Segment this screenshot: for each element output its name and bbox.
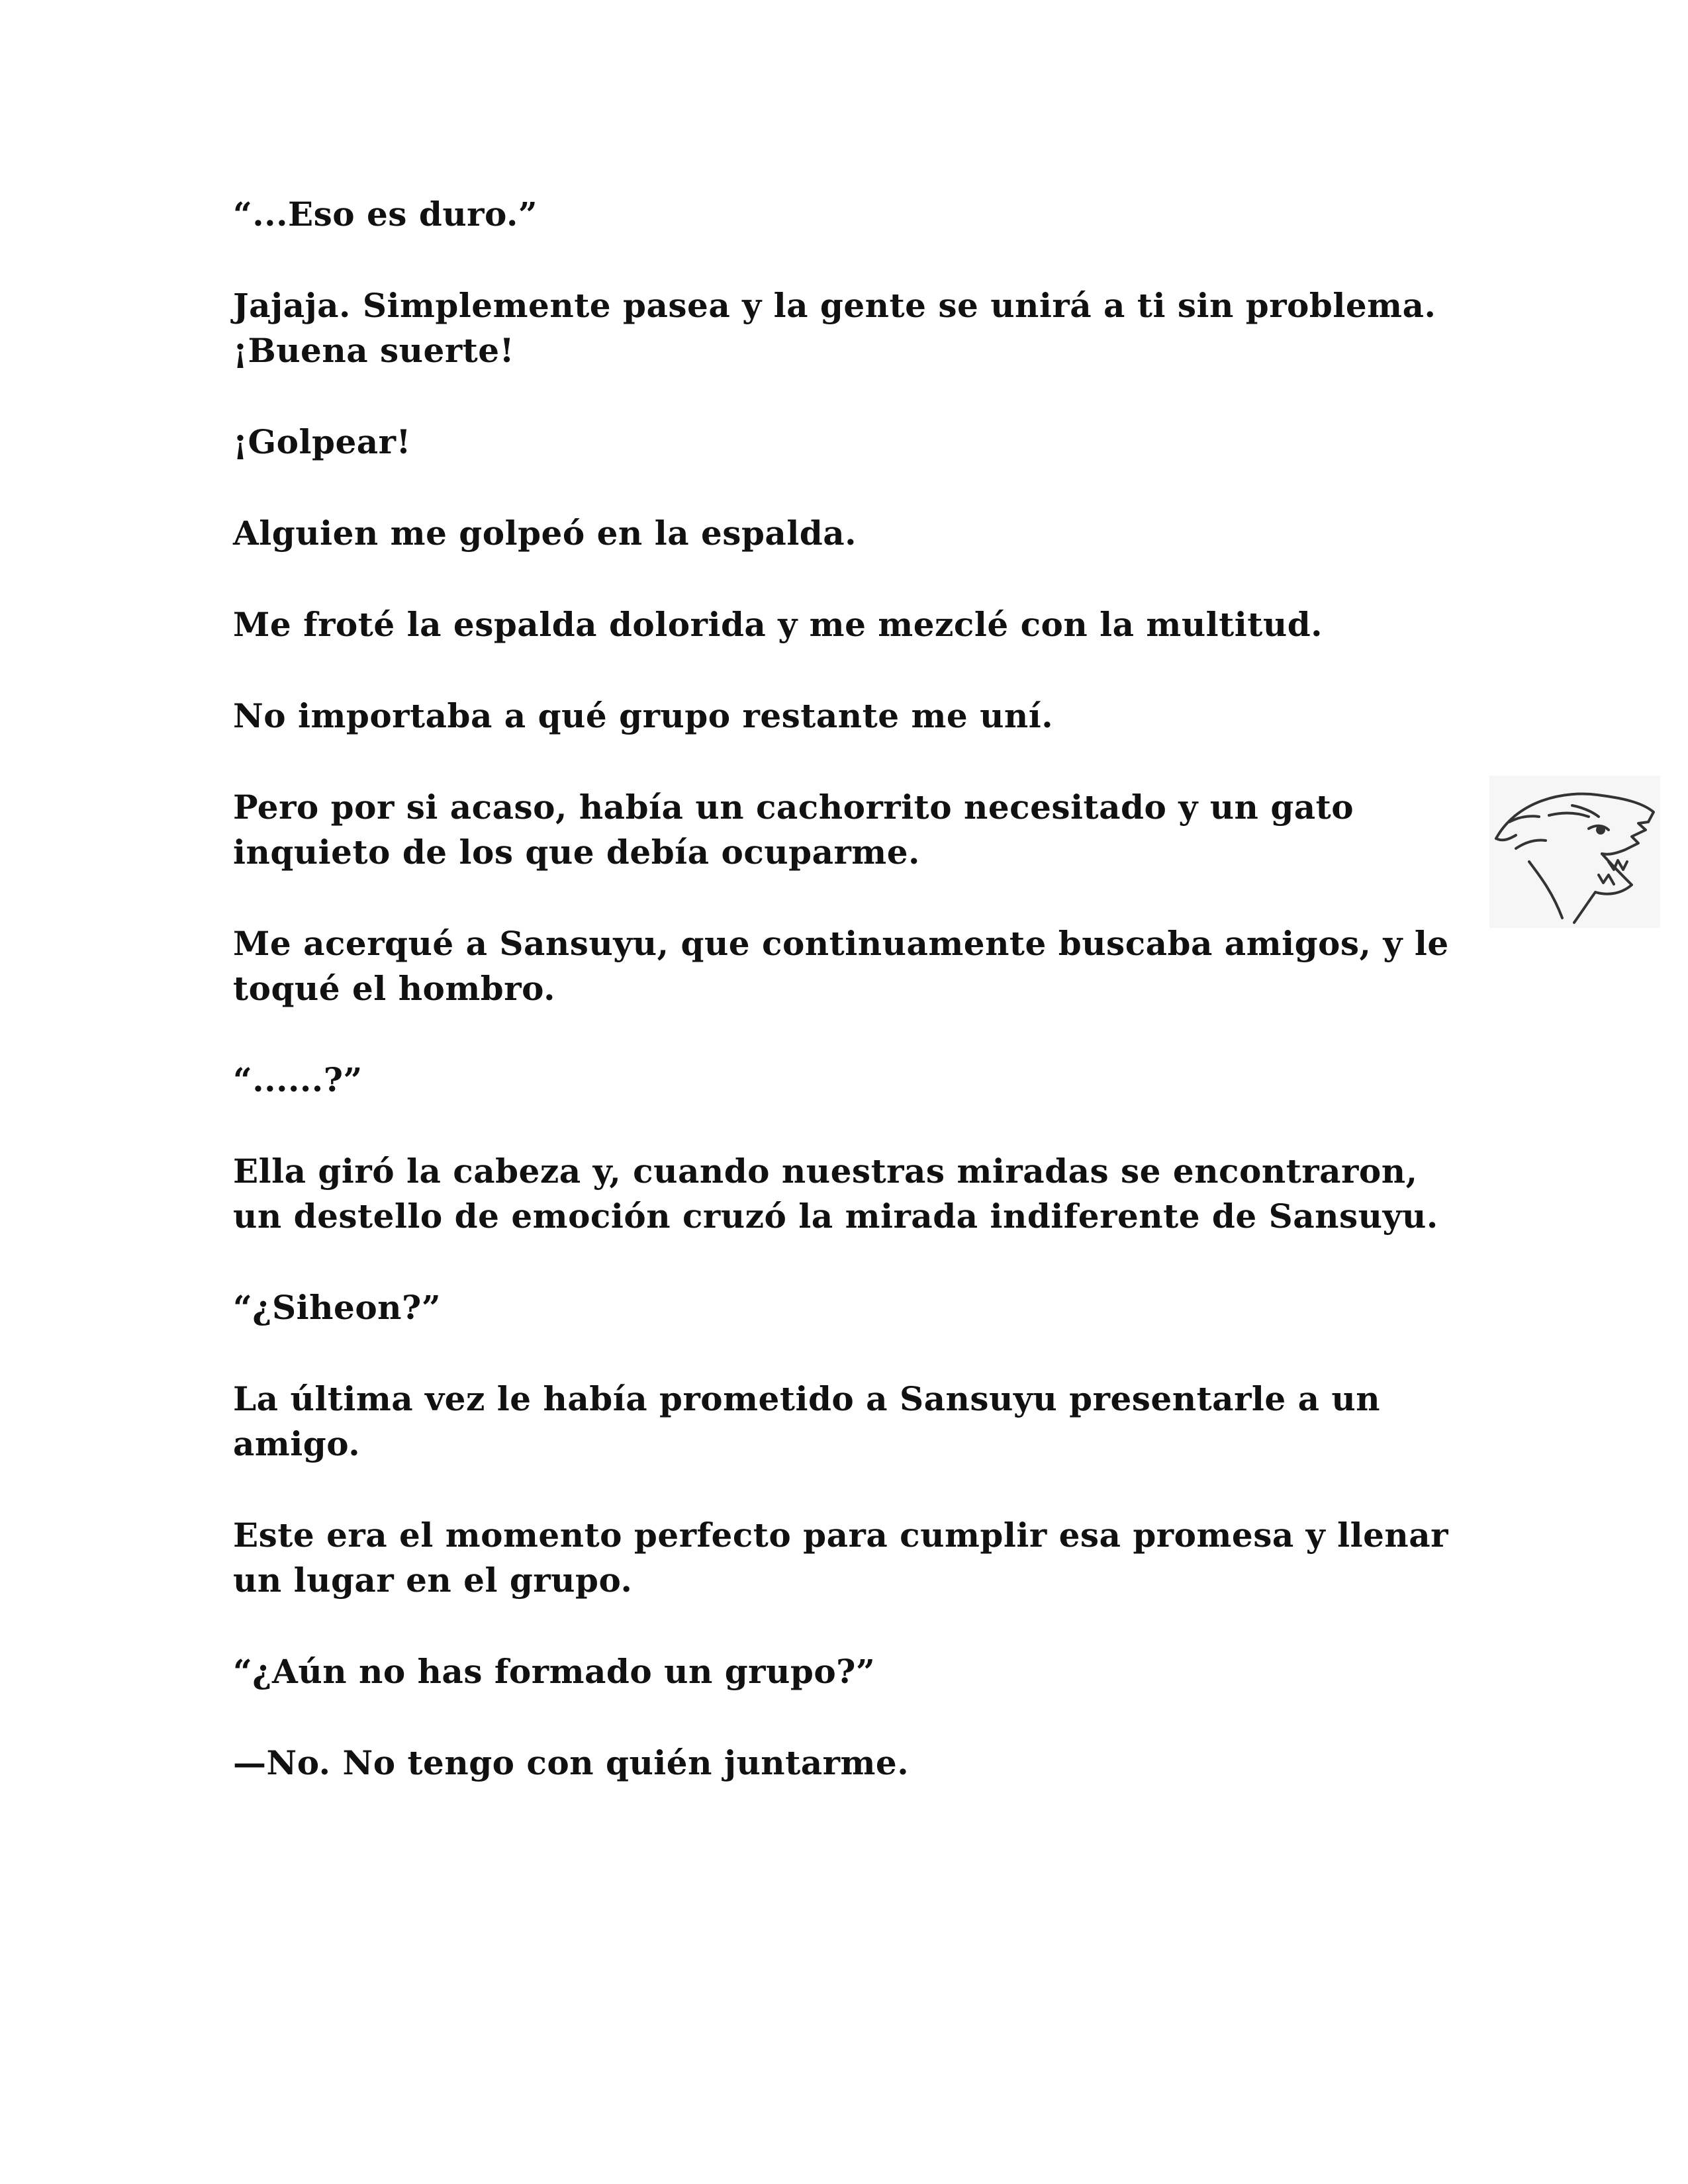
- paragraph: “¿Siheon?”: [233, 1288, 442, 1327]
- paragraph: “......?”: [233, 1060, 363, 1099]
- paragraph: ¡Golpear!: [233, 422, 411, 461]
- paragraph: “¿Aún no has formado un grupo?”: [233, 1652, 876, 1691]
- paragraph: Ella giró la cabeza y, cuando nuestras miradas se encontraron, un destello de emoción cruzó la mirada indiferente de Sansuyu.: [233, 1152, 1438, 1236]
- paragraph: Pero por si acaso, había un cachorrito necesitado y un gato inquieto de los que debía ocuparme.: [233, 788, 1354, 872]
- paragraph: No importaba a qué grupo restante me uní.: [233, 696, 1054, 735]
- paragraph: La última vez le había prometido a Sansuyu presentarle a un amigo.: [233, 1379, 1381, 1463]
- paragraph: Este era el momento perfecto para cumplir esa promesa y llenar un lugar en el grupo.: [233, 1516, 1449, 1600]
- paragraph: Me acerqué a Sansuyu, que continuamente buscaba amigos, y le toqué el hombro.: [233, 924, 1449, 1008]
- paragraph: —No. No tengo con quién juntarme.: [233, 1743, 910, 1782]
- paragraph: Me froté la espalda dolorida y me mezclé con la multitud.: [233, 605, 1323, 644]
- paragraph: Jajaja. Simplemente pasea y la gente se unirá a ti sin problema. ¡Buena suerte!: [233, 286, 1436, 370]
- body-text: [233, 192, 1458, 1832]
- dinosaur-head-icon: [1489, 776, 1660, 928]
- paragraph: “...Eso es duro.”: [233, 195, 538, 234]
- paragraph: Alguien me golpeó en la espalda.: [233, 514, 857, 553]
